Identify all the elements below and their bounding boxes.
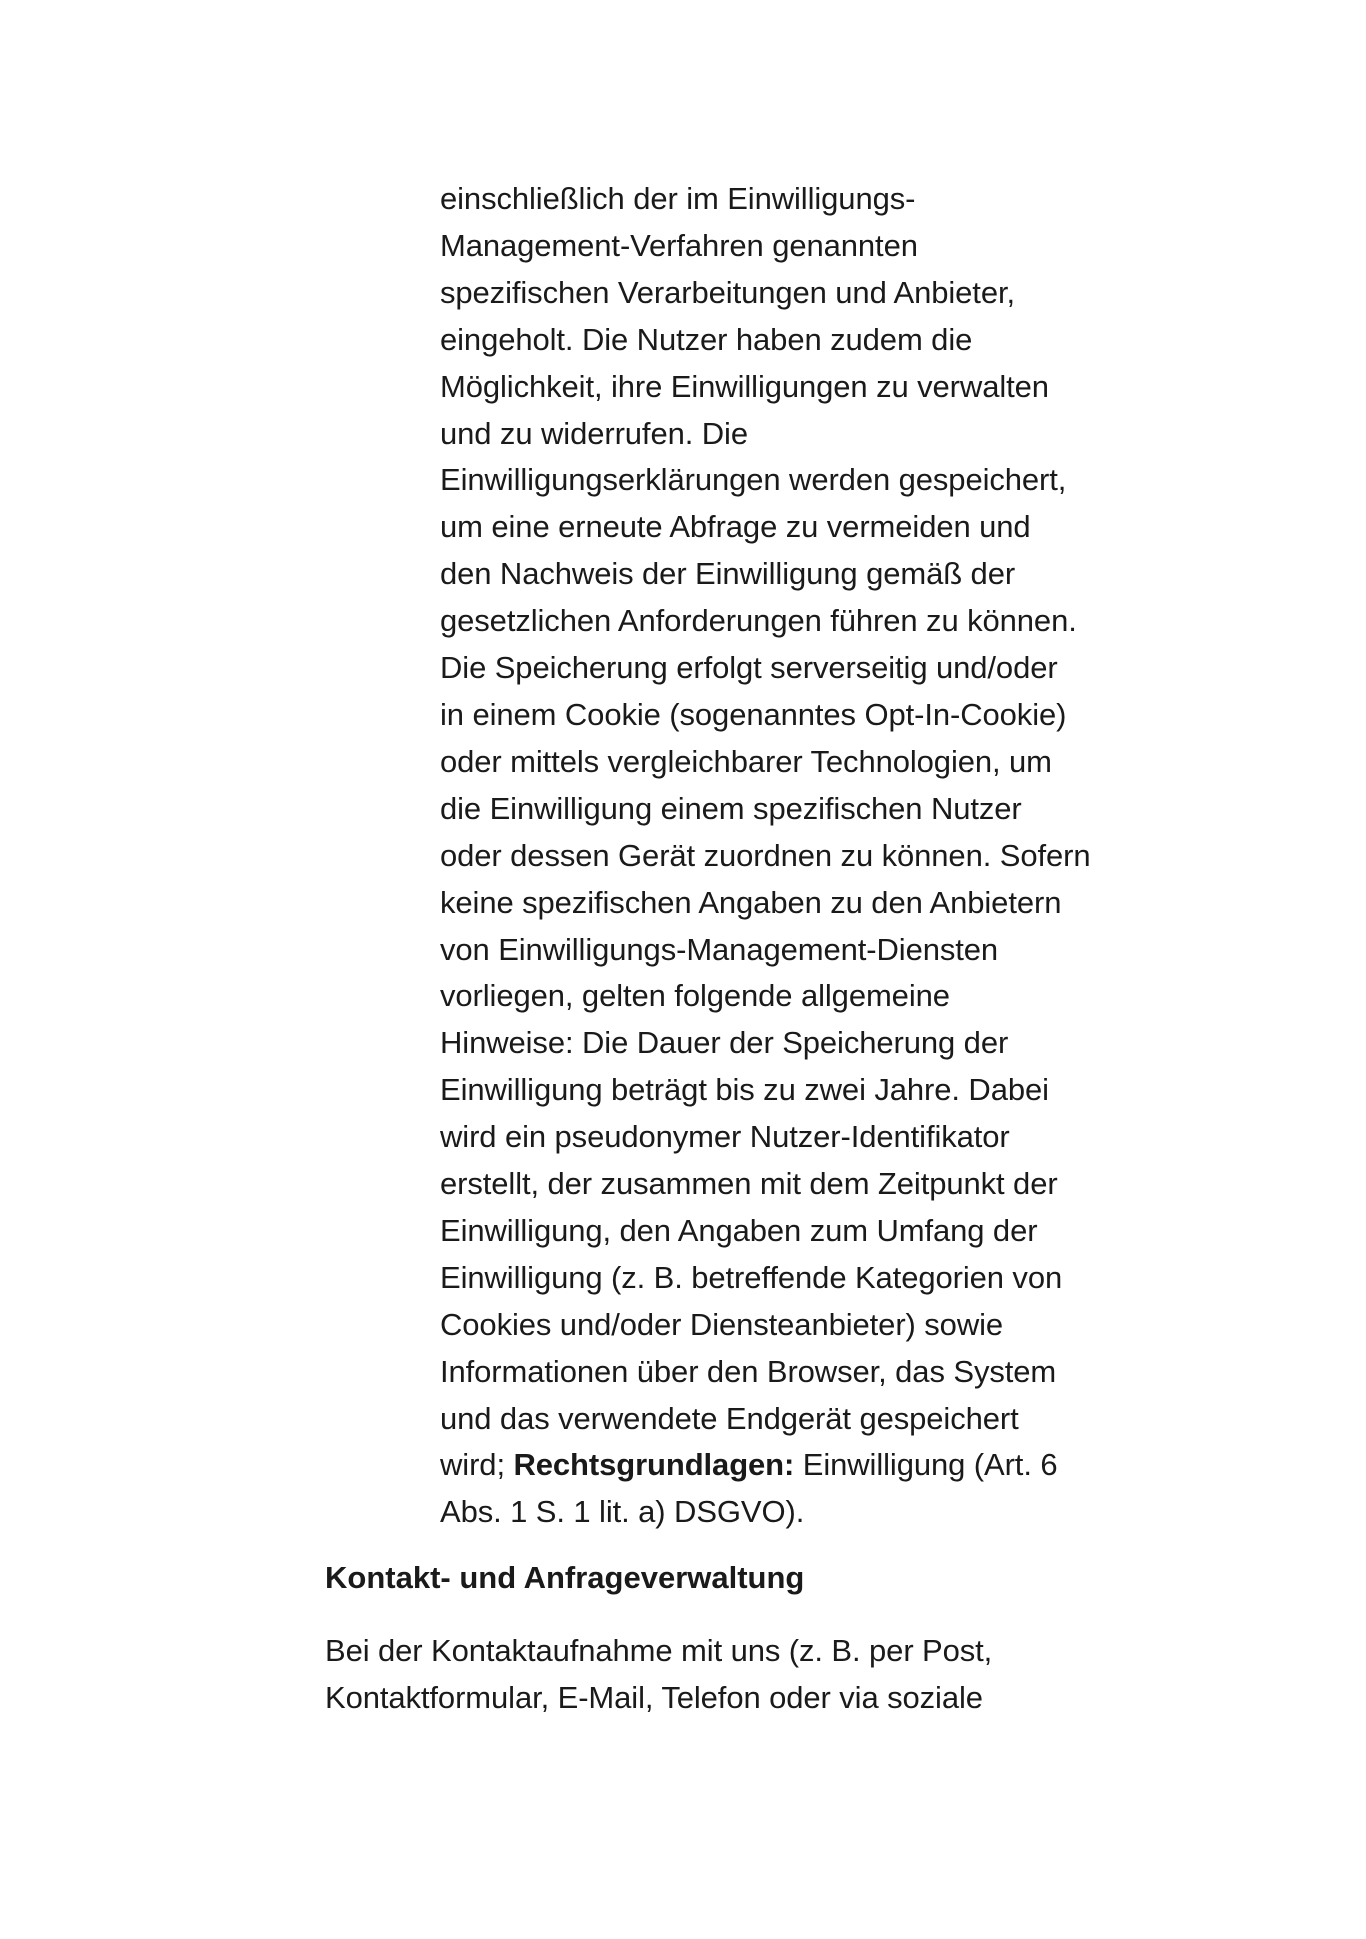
paragraph-line: Einwilligung, den Angaben zum Umfang der [440, 1212, 1038, 1248]
legal-basis-label: Rechtsgrundlagen: [513, 1447, 795, 1483]
paragraph-line: um eine erneute Abfrage zu vermeiden und [440, 509, 1031, 545]
paragraph-line: oder mittels vergleichbarer Technologien, um [440, 743, 1052, 779]
paragraph-line: von Einwilligungs-Management-Diensten [440, 931, 999, 967]
paragraph-line: die Einwilligung einem spezifischen Nutzer [440, 790, 1022, 826]
paragraph-line: oder dessen Gerät zuordnen zu können. Sofern [440, 837, 1091, 873]
paragraph-line: Möglichkeit, ihre Einwilligungen zu verwalten [440, 368, 1049, 404]
consent-paragraph [440, 176, 1140, 1536]
paragraph-line: Die Speicherung erfolgt serverseitig und/oder [440, 650, 1058, 686]
paragraph-line: keine spezifischen Angaben zu den Anbietern [440, 884, 1062, 920]
paragraph-line: Cookies und/oder Diensteanbieter) sowie [440, 1306, 1004, 1342]
paragraph-line: Hinweise: Die Dauer der Speicherung der [440, 1025, 1009, 1061]
paragraph-line: einschließlich der im Einwilligungs- [440, 181, 916, 216]
paragraph-line: Einwilligung (z. B. betreffende Kategorien von [440, 1259, 1063, 1295]
paragraph-line: Abs. 1 S. 1 lit. a) DSGVO). [440, 1494, 805, 1530]
paragraph-line: und zu widerrufen. Die [440, 415, 748, 451]
paragraph-line: eingeholt. Die Nutzer haben zudem die [440, 321, 973, 357]
paragraph-line: Kontaktformular, E-Mail, Telefon oder via soziale [325, 1679, 983, 1715]
paragraph-line: Einwilligungserklärungen werden gespeichert, [440, 462, 1067, 498]
paragraph-line: wird ein pseudonymer Nutzer-Identifikator [440, 1119, 1010, 1155]
paragraph-line: Einwilligung beträgt bis zu zwei Jahre. Dabei [440, 1072, 1049, 1108]
paragraph-line: vorliegen, gelten folgende allgemeine [440, 978, 950, 1014]
paragraph-line: Informationen über den Browser, das System [440, 1353, 1057, 1389]
paragraph-line: und das verwendete Endgerät gespeichert [440, 1400, 1019, 1436]
contact-paragraph [325, 1628, 1145, 1722]
legal-line-suffix: Einwilligung (Art. 6 [794, 1447, 1058, 1483]
section-heading: Kontakt- und Anfrageverwaltung [325, 1560, 805, 1595]
paragraph-line: erstellt, der zusammen mit dem Zeitpunkt der [440, 1166, 1058, 1202]
paragraph-line: spezifischen Verarbeitungen und Anbieter, [440, 274, 1015, 310]
paragraph-line: Management-Verfahren genannten [440, 227, 918, 263]
paragraph-line: den Nachweis der Einwilligung gemäß der [440, 556, 1016, 592]
paragraph-line: gesetzlichen Anforderungen führen zu können. [440, 603, 1077, 639]
legal-line-prefix: wird; [440, 1447, 514, 1483]
paragraph-line: Bei der Kontaktaufnahme mit uns (z. B. per Post, [325, 1633, 993, 1668]
paragraph-line: in einem Cookie (sogenanntes Opt-In-Cookie) [440, 696, 1067, 732]
legal-basis-line [440, 1442, 1140, 1489]
